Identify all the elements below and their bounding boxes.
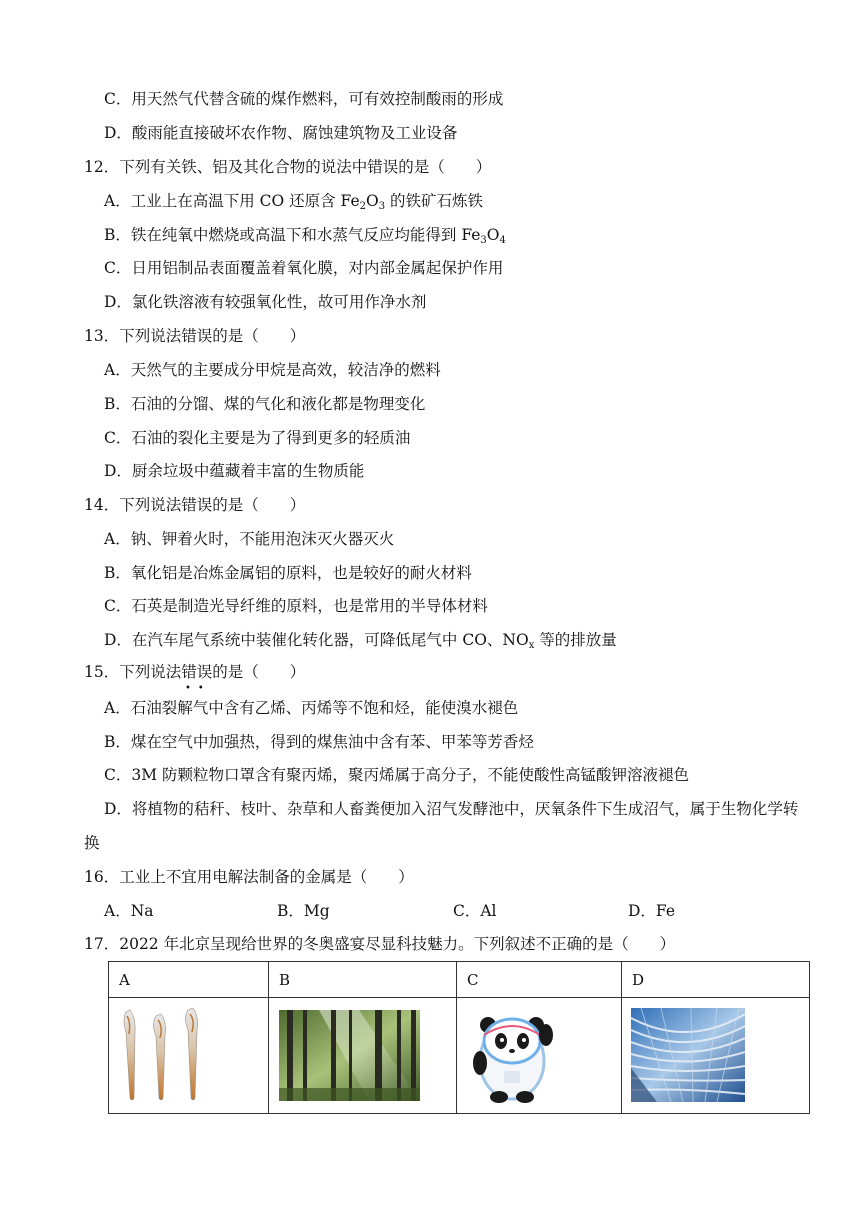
q13-option-a: A．天然气的主要成分甲烷是高效，较洁净的燃料 [104, 361, 441, 379]
q15-stem: 15．下列说法错误的是（ ） [84, 663, 306, 681]
torch-image [118, 1006, 208, 1104]
q12-option-a [104, 191, 483, 211]
q17-stem: 17．2022 年北京呈现给世界的冬奥盛宴尽显科技魅力。下列叙述不正确的是（ ） [84, 935, 676, 953]
subscript: 2 [359, 201, 366, 212]
q16-option-b: B．Mg [277, 902, 330, 920]
q11-option-d: D．酸雨能直接破坏农作物、腐蚀建筑物及工业设备 [104, 124, 458, 142]
q11-option-c: C．用天然气代替含硫的煤作燃料，可有效控制酸雨的形成 [104, 90, 504, 108]
q13-stem: 13．下列说法错误的是（ ） [84, 327, 306, 345]
table-header-b: B [269, 962, 457, 998]
forest-image [279, 1010, 420, 1101]
q14-option-b: B．氧化铝是冶炼金属铝的原料，也是较好的耐火材料 [104, 564, 472, 582]
q12-option-b [104, 225, 506, 245]
subscript: x [528, 640, 535, 651]
q16-option-d: D．Fe [628, 902, 676, 920]
torch-right [186, 1008, 198, 1100]
subscript: 4 [499, 235, 506, 246]
q15-option-d-cont: 换 [84, 834, 100, 852]
q15-option-c: C．3M 防颗粒物口罩含有聚丙烯，聚丙烯属于高分子，不能使酸性高锰酸钾溶液褪色 [104, 766, 690, 784]
q13-option-d: D．厨余垃圾中蕴藏着丰富的生物质能 [104, 462, 365, 480]
q14-option-d [104, 630, 617, 650]
subscript: 3 [378, 201, 386, 212]
q15-option-d: D．将植物的秸秆、枝叶、杂草和人畜粪便加入沼气发酵池中，厌氧条件下生成沼气，属于生物化学转 [104, 800, 799, 818]
q14-option-c: C．石英是制造光导纤维的原料，也是常用的半导体材料 [104, 597, 488, 615]
torch-middle [154, 1014, 166, 1100]
q13-option-c: C．石油的裂化主要是为了得到更多的轻质油 [104, 429, 411, 447]
table-header-c: C [457, 962, 622, 998]
q14-d-text: 等的排放量 [534, 631, 617, 649]
q13-option-b: B．石油的分馏、煤的气化和液化都是物理变化 [104, 395, 426, 413]
q14-d-text: D．在汽车尾气系统中装催化转化器，可降低尾气中 CO、NO [104, 631, 529, 649]
table-header-a: A [109, 962, 269, 998]
q12-a-text: O [366, 192, 379, 210]
venue-image [631, 1008, 745, 1102]
torch-left [124, 1010, 135, 1100]
q12-b-text: B．铁在纯氧中燃烧或高温下和水蒸气反应均能得到 Fe [104, 226, 481, 244]
q12-stem: 12．下列有关铁、铝及其化合物的说法中错误的是（ ） [84, 158, 492, 176]
q15-option-b: B．煤在空气中加强热，得到的煤焦油中含有苯、甲苯等芳香烃 [104, 733, 534, 751]
emphasis-dots: •• [185, 683, 211, 694]
q14-stem: 14．下列说法错误的是（ ） [84, 496, 306, 514]
q12-option-d: D．氯化铁溶液有较强氧化性，故可用作净水剂 [104, 293, 427, 311]
q12-b-text: O [486, 226, 500, 244]
q12-a-text: A．工业上在高温下用 CO 还原含 Fe [104, 192, 360, 210]
mascot-image [462, 1005, 562, 1105]
q14-option-a: A．钠、钾着火时，不能用泡沫灭火器灭火 [104, 530, 395, 548]
q12-option-c: C．日用铝制品表面覆盖着氧化膜，对内部金属起保护作用 [104, 259, 504, 277]
q16-option-c: C．Al [453, 902, 497, 920]
subscript: 3 [480, 235, 487, 246]
q15-option-a: A．石油裂解气中含有乙烯、丙烯等不饱和烃，能使溴水褪色 [104, 699, 519, 717]
q16-stem: 16．工业上不宜用电解法制备的金属是（ ） [84, 868, 414, 886]
q12-a-text: 的铁矿石炼铁 [385, 192, 484, 210]
q16-option-a: A．Na [104, 902, 154, 920]
table-header-d: D [622, 962, 810, 998]
